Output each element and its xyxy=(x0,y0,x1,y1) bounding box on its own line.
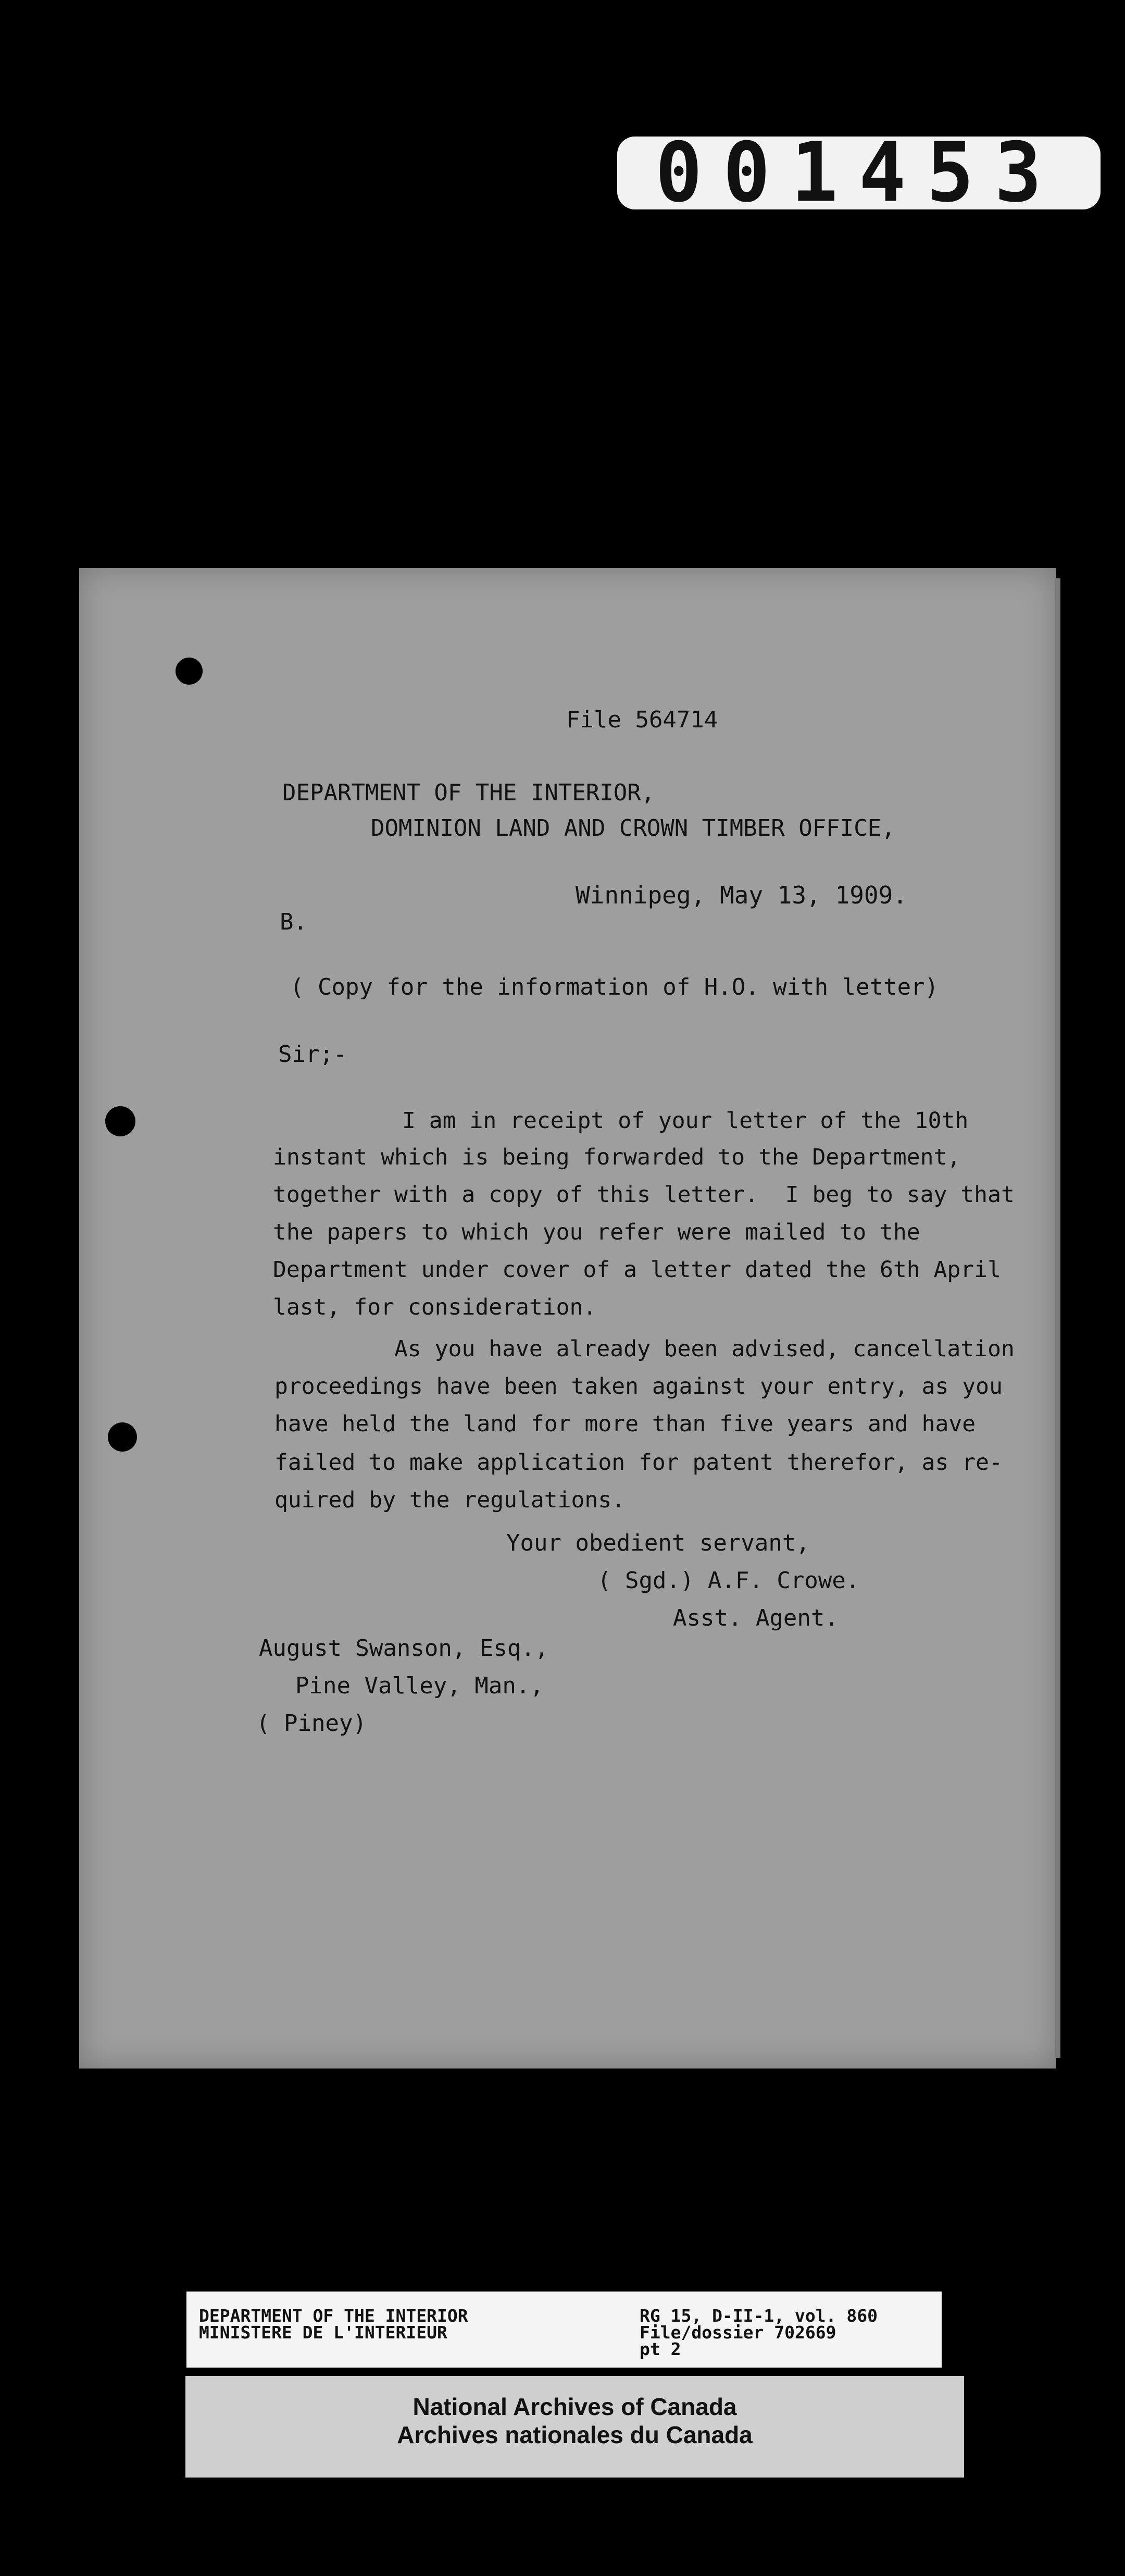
body-line: instant which is being forwarded to the Department, xyxy=(273,1144,961,1170)
archive-reference-label xyxy=(186,2292,942,2368)
part-number: pt 2 xyxy=(640,2339,681,2359)
letter-page xyxy=(79,568,1056,2069)
closing: Your obedient servant, xyxy=(506,1530,810,1556)
frame-number: 001453 xyxy=(655,125,1062,221)
copy-note: ( Copy for the information of H.O. with letter) xyxy=(290,974,939,1000)
signer-title: Asst. Agent. xyxy=(673,1605,839,1631)
punch-hole xyxy=(108,1422,137,1452)
place-date: Winnipeg, May 13, 1909. xyxy=(576,881,907,909)
body-line: the papers to which you refer were mailed to the xyxy=(273,1219,920,1245)
salutation: Sir;- xyxy=(278,1041,347,1068)
department-english: DEPARTMENT OF THE INTERIOR xyxy=(199,2306,468,2326)
addressee-note: ( Piney) xyxy=(256,1710,367,1737)
addressee-place: Pine Valley, Man., xyxy=(295,1673,544,1699)
record-group-reference: RG 15, D-II-1, vol. 860 xyxy=(640,2306,878,2326)
punch-hole xyxy=(176,658,203,685)
frame-number-stamp xyxy=(617,125,1101,221)
body-line: together with a copy of this letter. I beg to say that xyxy=(273,1182,1015,1208)
signature: ( Sgd.) A.F. Crowe. xyxy=(597,1567,860,1594)
body-line: quired by the regulations. xyxy=(274,1487,626,1513)
institution-label xyxy=(185,2376,964,2478)
body-line: failed to make application for patent therefor, as re- xyxy=(274,1450,1003,1476)
letterhead-office: DOMINION LAND AND CROWN TIMBER OFFICE, xyxy=(371,815,895,841)
file-reference: File 564714 xyxy=(566,707,718,733)
department-french: MINISTERE DE L'INTERIEUR xyxy=(199,2322,447,2343)
letterhead-department: DEPARTMENT OF THE INTERIOR, xyxy=(282,779,655,806)
initial: B. xyxy=(280,909,307,935)
addressee-name: August Swanson, Esq., xyxy=(259,1635,549,1662)
page-edge xyxy=(1055,578,1060,2058)
institution-english: National Archives of Canada xyxy=(413,2393,737,2420)
institution-french: Archives nationales du Canada xyxy=(397,2421,753,2448)
body-line: I am in receipt of your letter of the 10th xyxy=(402,1108,969,1134)
file-dossier: File/dossier 702669 xyxy=(640,2322,836,2343)
body-line: last, for consideration. xyxy=(273,1294,597,1320)
body-line: have held the land for more than five years and have xyxy=(274,1411,976,1437)
body-line: proceedings have been taken against your entry, as you xyxy=(274,1373,1003,1400)
body-line: As you have already been advised, cancellation xyxy=(394,1336,1015,1362)
body-line: Department under cover of a letter dated the 6th April xyxy=(273,1257,1001,1283)
punch-hole xyxy=(105,1106,135,1136)
